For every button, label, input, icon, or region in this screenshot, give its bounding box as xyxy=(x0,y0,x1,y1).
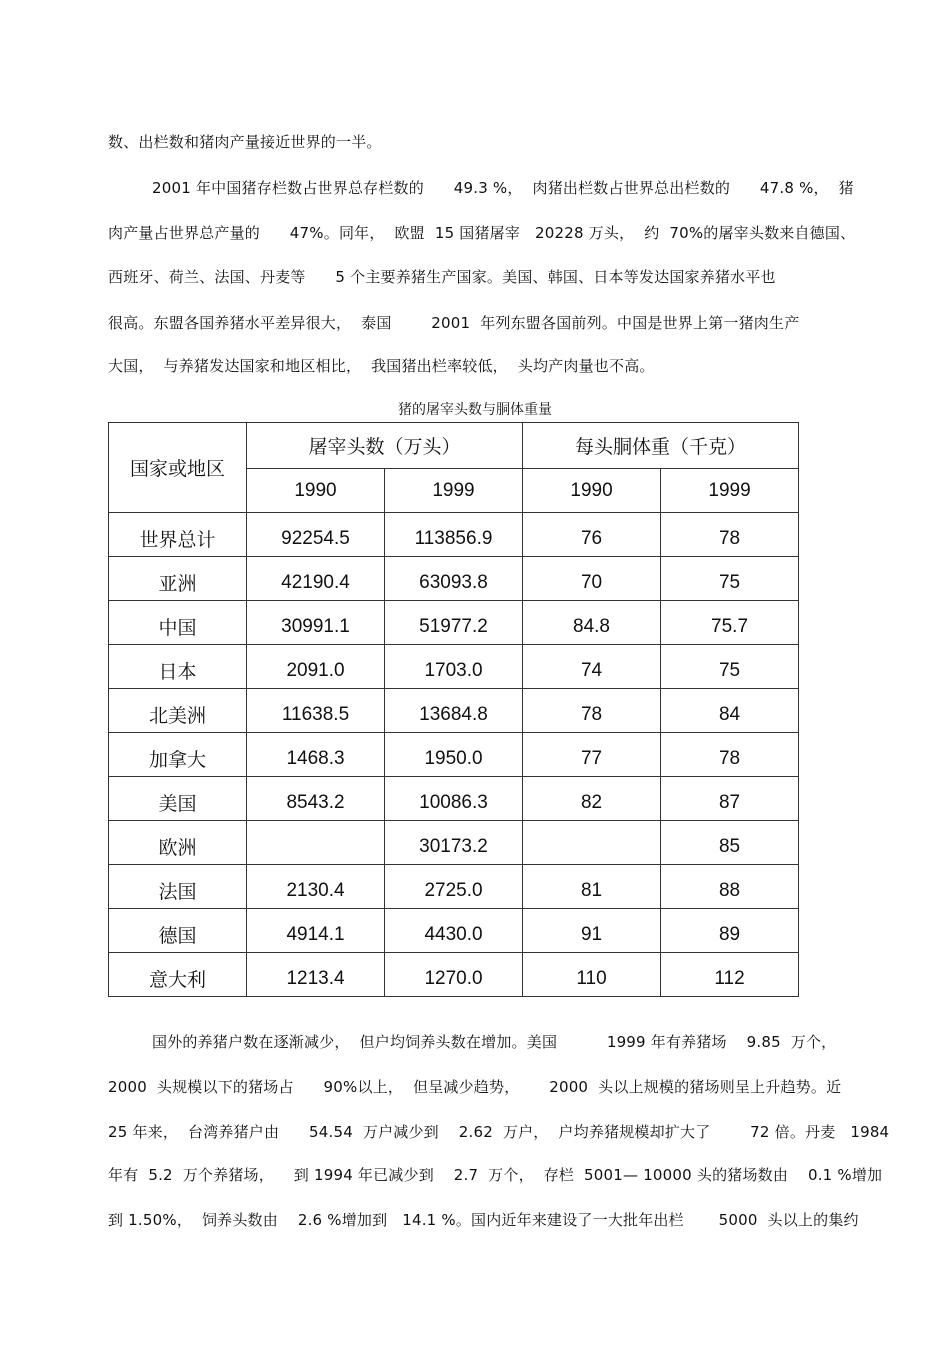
table-row xyxy=(109,909,799,953)
header-year: 1999 xyxy=(385,469,523,513)
text-line: 大国， 与养猪发达国家和地区相比， 我国猪出栏率较低， 头均产肉量也不高。 xyxy=(108,357,655,375)
value-cell: 4914.1 xyxy=(247,909,385,953)
value-cell: 13684.8 xyxy=(385,689,523,733)
table-header-row xyxy=(109,423,799,469)
value-cell: 42190.4 xyxy=(247,557,385,601)
value-cell: 78 xyxy=(661,513,799,557)
table-row xyxy=(109,557,799,601)
value-cell: 87 xyxy=(661,777,799,821)
value-cell: 8543.2 xyxy=(247,777,385,821)
value-cell: 75 xyxy=(661,645,799,689)
text-line: 很高。东盟各国养猪水平差异很大， 泰国 2001 年列东盟各国前列。中国是世界上第一猪肉生产 xyxy=(108,314,800,332)
region-cell: 北美洲 xyxy=(109,689,247,733)
text-line: 2001 年中国猪存栏数占世界总存栏数的 49.3 %， 肉猪出栏数占世界总出栏数的 47.8 %， 猪 xyxy=(152,179,854,197)
value-cell: 76 xyxy=(523,513,661,557)
table-row xyxy=(109,953,799,997)
header-group-carcass: 每头胴体重（千克） xyxy=(523,423,799,469)
value-cell: 1950.0 xyxy=(385,733,523,777)
region-cell: 欧洲 xyxy=(109,821,247,865)
value-cell: 51977.2 xyxy=(385,601,523,645)
value-cell: 92254.5 xyxy=(247,513,385,557)
text-line: 肉产量占世界总产量的 47%。同年， 欧盟 15 国猪屠宰 20228 万头， 约 70%的屠宰头数来自德国、 xyxy=(108,224,856,242)
value-cell: 1468.3 xyxy=(247,733,385,777)
header-region: 国家或地区 xyxy=(109,423,247,513)
text-line: 25 年来， 台湾养猪户由 54.54 万户减少到 2.62 万户， 户均养猪规模却扩大了 72 倍。丹麦 1984 xyxy=(108,1123,890,1141)
value-cell: 74 xyxy=(523,645,661,689)
table-row xyxy=(109,821,799,865)
region-cell: 日本 xyxy=(109,645,247,689)
text-line: 到 1.50%， 饲养头数由 2.6 %增加到 14.1 %。国内近年来建设了一大批年出栏 5000 头以上的集约 xyxy=(108,1211,859,1229)
value-cell: 30991.1 xyxy=(247,601,385,645)
value-cell: 84 xyxy=(661,689,799,733)
value-cell: 84.8 xyxy=(523,601,661,645)
value-cell: 1213.4 xyxy=(247,953,385,997)
value-cell xyxy=(247,821,385,865)
header-year: 1999 xyxy=(661,469,799,513)
value-cell: 85 xyxy=(661,821,799,865)
value-cell: 30173.2 xyxy=(385,821,523,865)
header-year: 1990 xyxy=(523,469,661,513)
value-cell: 82 xyxy=(523,777,661,821)
region-cell: 加拿大 xyxy=(109,733,247,777)
text-line: 西班牙、荷兰、法国、丹麦等 5 个主要养猪生产国家。美国、韩国、日本等发达国家养猪水平也 xyxy=(108,268,776,286)
table-row xyxy=(109,645,799,689)
text-line: 年有 5.2 万个养猪场， 到 1994 年已减少到 2.7 万个， 存栏 5001— 10000 头的猪场数由 0.1 %增加 xyxy=(108,1166,883,1184)
value-cell: 88 xyxy=(661,865,799,909)
region-cell: 美国 xyxy=(109,777,247,821)
value-cell: 81 xyxy=(523,865,661,909)
value-cell: 113856.9 xyxy=(385,513,523,557)
region-cell: 世界总计 xyxy=(109,513,247,557)
value-cell: 78 xyxy=(661,733,799,777)
slaughter-table xyxy=(108,422,799,997)
header-year: 1990 xyxy=(247,469,385,513)
table-row xyxy=(109,865,799,909)
value-cell: 110 xyxy=(523,953,661,997)
region-cell: 法国 xyxy=(109,865,247,909)
value-cell: 10086.3 xyxy=(385,777,523,821)
value-cell: 2091.0 xyxy=(247,645,385,689)
value-cell: 1703.0 xyxy=(385,645,523,689)
value-cell: 4430.0 xyxy=(385,909,523,953)
header-group-slaughter: 屠宰头数（万头） xyxy=(247,423,523,469)
table-row xyxy=(109,689,799,733)
table-row xyxy=(109,777,799,821)
value-cell: 75.7 xyxy=(661,601,799,645)
value-cell xyxy=(523,821,661,865)
value-cell: 78 xyxy=(523,689,661,733)
region-cell: 意大利 xyxy=(109,953,247,997)
value-cell: 89 xyxy=(661,909,799,953)
value-cell: 70 xyxy=(523,557,661,601)
text-line: 国外的养猪户数在逐渐减少， 但户均饲养头数在增加。美国 1999 年有养猪场 9.85 万个， xyxy=(152,1033,837,1051)
table-row xyxy=(109,733,799,777)
value-cell: 75 xyxy=(661,557,799,601)
region-cell: 德国 xyxy=(109,909,247,953)
value-cell: 91 xyxy=(523,909,661,953)
table-caption: 猪的屠宰头数与胴体重量 xyxy=(398,402,552,418)
table-row xyxy=(109,513,799,557)
value-cell: 63093.8 xyxy=(385,557,523,601)
region-cell: 中国 xyxy=(109,601,247,645)
text-line: 2000 头规模以下的猪场占 90%以上， 但呈减少趋势， 2000 头以上规模的猪场则呈上升趋势。近 xyxy=(108,1078,842,1096)
value-cell: 112 xyxy=(661,953,799,997)
table-row xyxy=(109,601,799,645)
value-cell: 2130.4 xyxy=(247,865,385,909)
value-cell: 1270.0 xyxy=(385,953,523,997)
value-cell: 2725.0 xyxy=(385,865,523,909)
value-cell: 77 xyxy=(523,733,661,777)
region-cell: 亚洲 xyxy=(109,557,247,601)
value-cell: 11638.5 xyxy=(247,689,385,733)
text-line: 数、出栏数和猪肉产量接近世界的一半。 xyxy=(108,133,382,151)
